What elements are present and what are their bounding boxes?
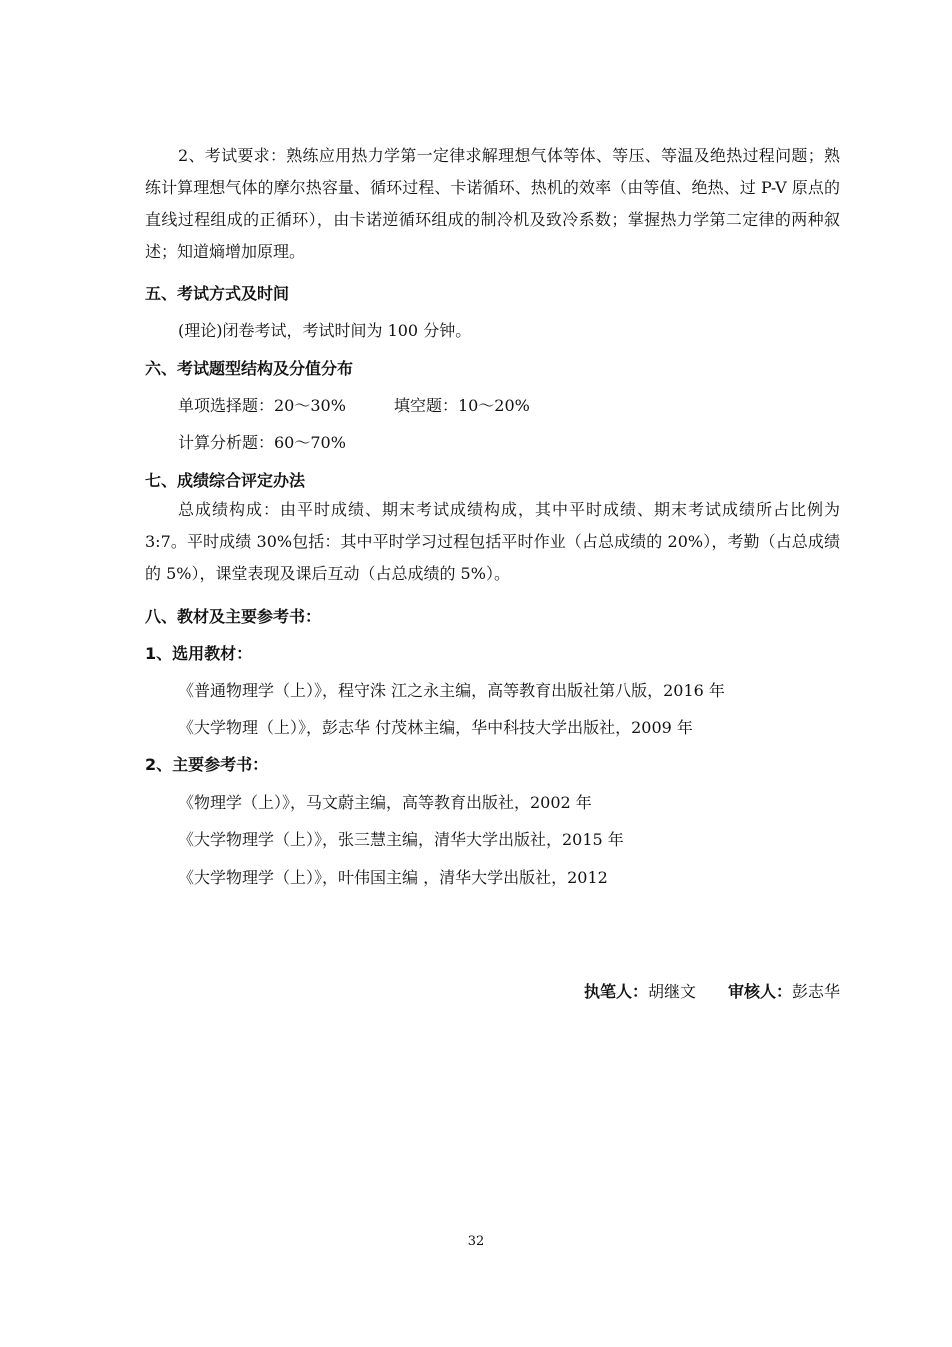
section6-row1: [178, 394, 530, 418]
page-number: 32: [467, 1234, 485, 1249]
textbook-item-2: 《大学物理（上）》，彭志华 付茂林主编，华中科技大学出版社，2009 年: [178, 718, 693, 737]
reference-item-3: 《大学物理学（上）》，叶伟国主编 ，清华大学出版社，2012: [178, 868, 608, 887]
signature-line: [584, 980, 840, 1004]
reference-item-2: 《大学物理学（上）》，张三慧主编，清华大学出版社，2015 年: [178, 830, 624, 849]
section6-heading: 六、考试题型结构及分值分布: [145, 359, 354, 378]
section7-text: 总成绩构成：由平时成绩、期末考试成绩构成，其中平时成绩、期末考试成绩所占比例为 3:7。平时成绩 30%包括：其中平时学习过程包括平时作业（占总成绩的 20%），考勤（占总成绩的 5%），课堂表现及课后互动（占总成绩的 5%）。: [145, 500, 840, 583]
textbooks-heading: 1、选用教材：: [145, 644, 253, 663]
author-name: 胡继文: [647, 982, 696, 1001]
choice-question-share: 单项选择题：20～30%: [178, 396, 346, 415]
exam-requirement-paragraph: 2、考试要求：熟练应用热力学第一定律求解理想气体等体、等压、等温及绝热过程问题；熟练计算理想气体的摩尔热容量、循环过程、卡诺循环、热机的效率（由等值、绝热、过 P-V 原点的直线过程组成的正循环），由卡诺逆循环组成的制冷机及致冷系数；掌握热力学第二定律的两种叙述；知道熵增加原理。: [145, 146, 840, 261]
section7-heading: 七、成绩综合评定办法: [145, 471, 306, 490]
textbook-item-1: 《普通物理学（上）》，程守洙 江之永主编，高等教育出版社第八版，2016 年: [178, 681, 725, 700]
section5-heading: 五、考试方式及时间: [145, 284, 290, 303]
calc-question-share: 计算分析题：60～70%: [178, 433, 346, 452]
reviewer-name: 彭志华: [791, 982, 840, 1001]
section8-heading: 八、教材及主要参考书：: [145, 607, 322, 626]
references-heading: 2、主要参考书：: [145, 755, 269, 774]
author-label: 执笔人：: [583, 982, 648, 1001]
section5-text: (理论)闭卷考试，考试时间为 100 分钟。: [178, 321, 472, 340]
reviewer-label: 审核人：: [727, 982, 792, 1001]
fill-question-share: 填空题：10～20%: [393, 396, 530, 415]
reference-item-1: 《物理学（上）》，马文蔚主编，高等教育出版社，2002 年: [178, 793, 592, 812]
